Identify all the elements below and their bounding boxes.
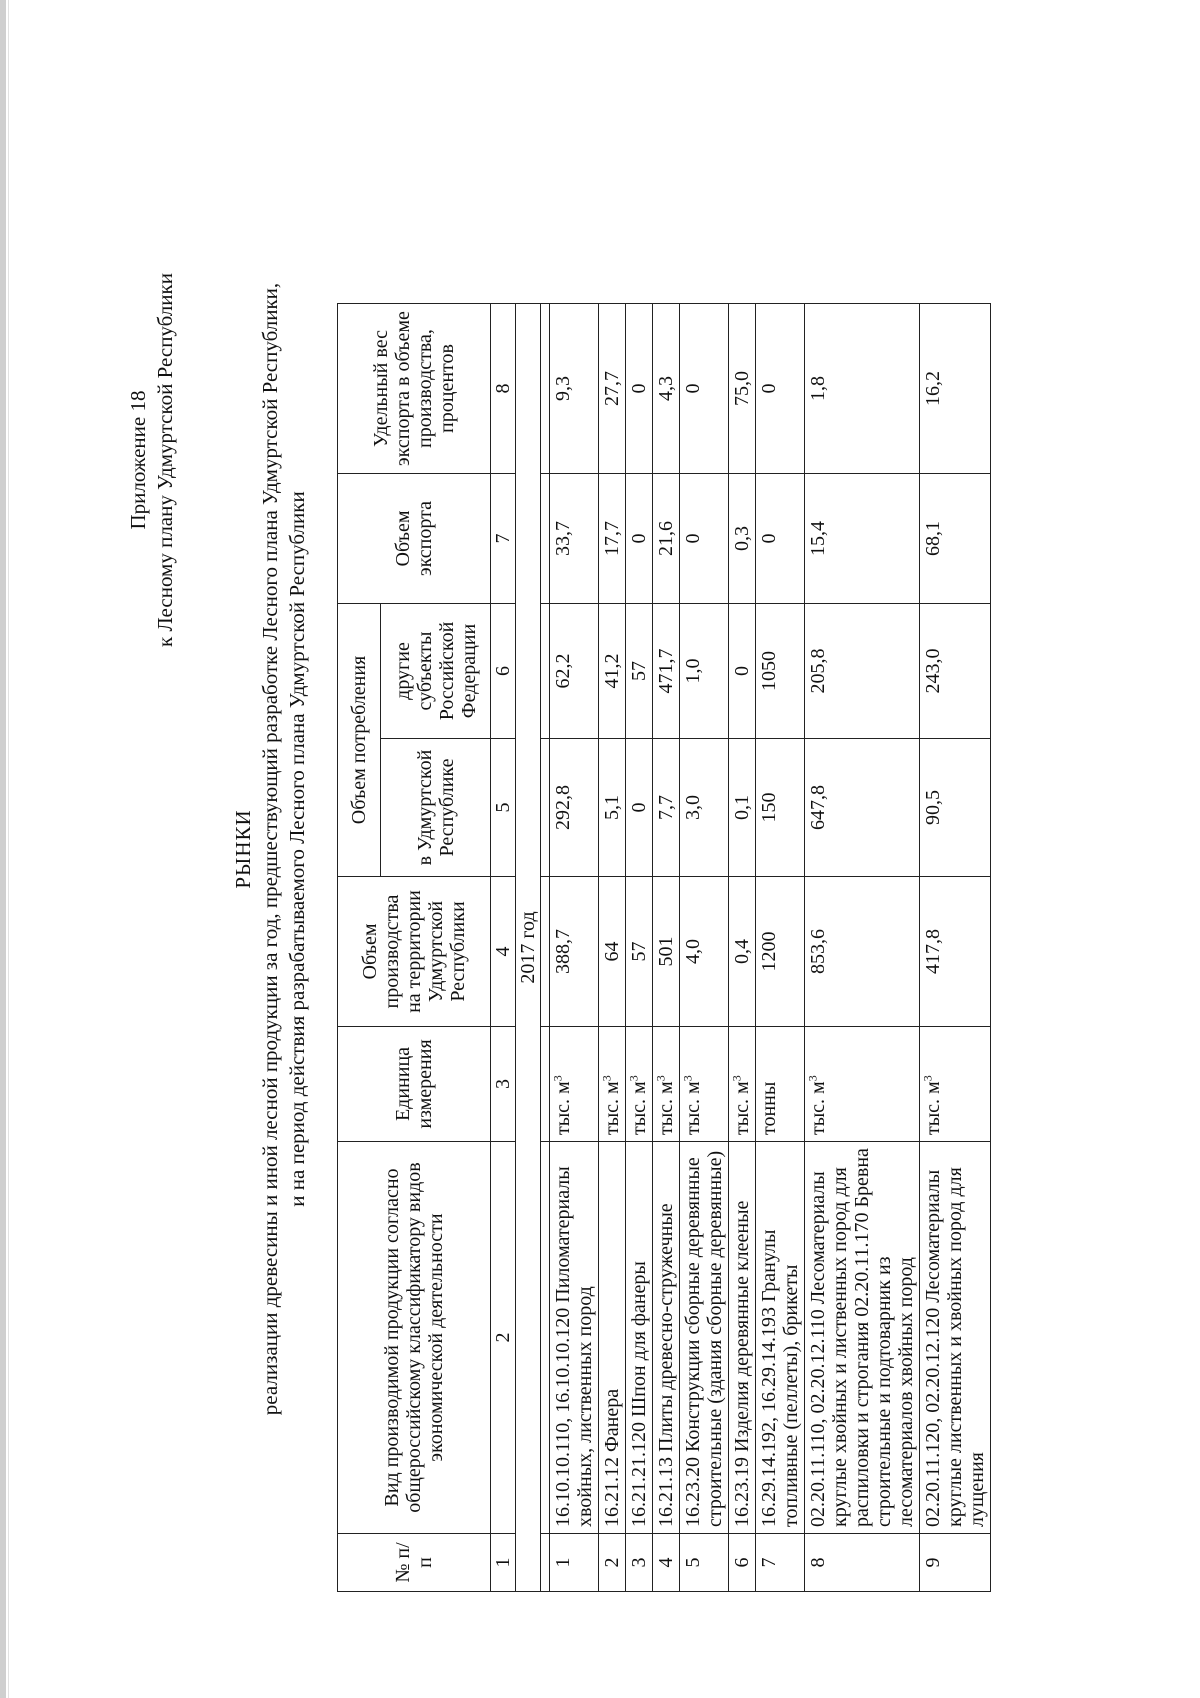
row-other-regions: 41,2 [599,604,626,739]
header-unit: Единица измерения [338,1027,491,1142]
table-row [920,304,991,1592]
row-export-share: 16,2 [920,304,991,474]
header-production: Объем производства на территории Удмуртской Республики [338,877,491,1027]
unit-superscript: 3 [680,1075,695,1082]
row-other-regions: 243,0 [920,604,991,739]
unit-text: тыс. м [552,1081,574,1135]
row-production: 417,8 [920,877,991,1027]
row-other-regions: 57 [626,604,653,739]
unit-text: тыс. м [731,1081,753,1135]
row-export: 0 [756,474,805,604]
row-num: 2 [599,1534,626,1592]
unit-superscript: 3 [550,1075,565,1082]
row-production: 0,4 [729,877,756,1027]
row-export-share: 0 [756,304,805,474]
row-product: 02.20.11.110, 02.20.12.110 Лесоматериалы круглые хвойных и лиственных пород для распиловки и строгания 02.20.11.170 Бревна строительные и подтоварник из лесоматериалов хвойных пород [805,1142,920,1534]
header-other-regions: другие субъекты Российской Федерации [381,604,491,739]
row-export-share: 0 [680,304,729,474]
title-main: РЫНКИ [231,809,255,889]
unit-superscript: 3 [626,1075,641,1082]
title-line-1: реализации древесины и иной лесной продукции за год, предшествующий разработке Лесного плана Удмуртской Республики, [258,282,282,1416]
spacer-cell [541,1142,550,1534]
row-production: 1200 [756,877,805,1027]
row-num: 1 [550,1534,599,1592]
unit-text: тыс. м [922,1081,944,1135]
table-row [653,304,680,1592]
row-product: 16.10.10.110, 16.10.10.120 Пиломатериалы хвойных, лиственных пород [550,1142,599,1534]
row-other-regions: 62,2 [550,604,599,739]
year-row: 2017 год [516,304,541,1592]
row-unit [626,1027,653,1142]
row-num: 4 [653,1534,680,1592]
table-row [680,304,729,1592]
row-export: 17,7 [599,474,626,604]
row-other-regions: 471,7 [653,604,680,739]
row-in-republic: 3,0 [680,739,729,877]
row-unit [680,1027,729,1142]
unit-text: тыс. м [655,1081,677,1135]
row-product: 16.23.20 Конструкции сборные деревянные строительные (здания сборные деревянные) [680,1142,729,1534]
row-num: 6 [729,1534,756,1592]
spacer-cell [541,1534,550,1592]
row-production: 4,0 [680,877,729,1027]
table-row [756,304,805,1592]
header-export-share: Удельный вес экспорта в объеме производства, процентов [338,304,491,474]
row-product: 16.29.14.192, 16.29.14.193 Гранулы топливные (пеллеты), брикеты [756,1142,805,1534]
row-in-republic: 292,8 [550,739,599,877]
unit-text: тыс. м [601,1081,623,1135]
row-unit [653,1027,680,1142]
row-export: 68,1 [920,474,991,604]
spacer-cell [541,474,550,604]
row-production: 853,6 [805,877,920,1027]
row-export-share: 9,3 [550,304,599,474]
header-num: № п/п [338,1534,491,1592]
unit-superscript: 3 [920,1075,935,1082]
header-in-republic: в Удмуртской Республике [381,739,491,877]
row-production: 64 [599,877,626,1027]
col-number: 8 [491,304,516,474]
appendix-reference: к Лесному плану Удмуртской Республики [153,273,177,647]
row-export-share: 1,8 [805,304,920,474]
unit-superscript: 3 [729,1075,744,1082]
markets-table [337,303,991,1592]
spacer-cell [541,877,550,1027]
row-other-regions: 1,0 [680,604,729,739]
unit-text: тыс. м [682,1081,704,1135]
row-num: 7 [756,1534,805,1592]
row-export-share: 0 [626,304,653,474]
row-unit [805,1027,920,1142]
row-unit [756,1027,805,1142]
row-export-share: 27,7 [599,304,626,474]
col-number: 5 [491,739,516,877]
row-product: 16.21.12 Фанера [599,1142,626,1534]
row-export-share: 4,3 [653,304,680,474]
table-row [626,304,653,1592]
row-product: 16.21.13 Плиты древесно-стружечные [653,1142,680,1534]
col-number: 2 [491,1142,516,1534]
row-product: 16.21.21.120 Шпон для фанеры [626,1142,653,1534]
row-export: 21,6 [653,474,680,604]
row-in-republic: 5,1 [599,739,626,877]
col-number: 7 [491,474,516,604]
row-export: 0 [626,474,653,604]
unit-text: тыс. м [628,1081,650,1135]
col-number: 6 [491,604,516,739]
row-production: 388,7 [550,877,599,1027]
spacer-cell [541,1027,550,1142]
unit-superscript: 3 [599,1075,614,1082]
table-row [805,304,920,1592]
row-production: 501 [653,877,680,1027]
unit-text: тыс. м [807,1081,829,1135]
spacer-cell [541,739,550,877]
row-unit [599,1027,626,1142]
table-row [599,304,626,1592]
row-num: 3 [626,1534,653,1592]
row-in-republic: 0,1 [729,739,756,877]
row-export: 0 [680,474,729,604]
col-number: 1 [491,1534,516,1592]
appendix-header [125,160,179,760]
row-export-share: 75,0 [729,304,756,474]
row-unit [550,1027,599,1142]
row-export: 0,3 [729,474,756,604]
col-number: 4 [491,877,516,1027]
row-num: 8 [805,1534,920,1592]
row-in-republic: 7,7 [653,739,680,877]
col-number: 3 [491,1027,516,1142]
row-in-republic: 90,5 [920,739,991,877]
header-product: Вид производимой продукции согласно общероссийскому классификатору видов экономической деятельности [338,1142,491,1534]
table-row [550,304,599,1592]
row-production: 57 [626,877,653,1027]
spacer-cell [541,604,550,739]
appendix-number: Приложение 18 [126,390,150,530]
header-export: Объем экспорта [338,474,491,604]
unit-superscript: 3 [653,1075,668,1082]
row-product: 02.20.11.120, 02.20.12.120 Лесоматериалы круглые лиственных и хвойных пород для лущения [920,1142,991,1534]
unit-superscript: 3 [805,1075,820,1082]
unit-text: тонны [758,1081,780,1135]
row-in-republic: 0 [626,739,653,877]
row-export: 33,7 [550,474,599,604]
row-other-regions: 205,8 [805,604,920,739]
row-num: 5 [680,1534,729,1592]
table-row [729,304,756,1592]
title-line-2: и на период действия разрабатываемого Лесного плана Удмуртской Республики [285,491,309,1207]
row-other-regions: 0 [729,604,756,739]
row-export: 15,4 [805,474,920,604]
document-title [230,120,311,1578]
row-unit [729,1027,756,1142]
header-consumption: Объем потребления [338,604,381,877]
row-unit [920,1027,991,1142]
row-num: 9 [920,1534,991,1592]
row-in-republic: 150 [756,739,805,877]
row-in-republic: 647,8 [805,739,920,877]
row-other-regions: 1050 [756,604,805,739]
spacer-cell [541,304,550,474]
row-product: 16.23.19 Изделия деревянные клееные [729,1142,756,1534]
